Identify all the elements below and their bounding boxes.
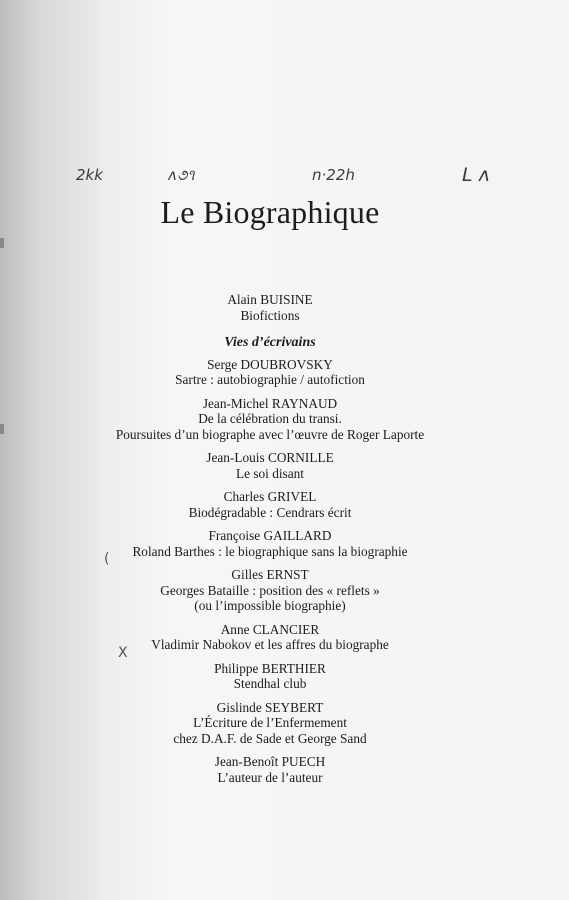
entry-author: Alain BUISINE bbox=[227, 292, 313, 307]
entry-work: Le soi disant bbox=[236, 465, 304, 481]
pencil-paren-mark: ( bbox=[104, 551, 110, 567]
entry-author: Philippe BERTHIER bbox=[214, 660, 326, 676]
pencil-annotation: n·22h bbox=[312, 166, 355, 184]
toc-entry bbox=[0, 450, 540, 481]
entry-author: Jean-Michel RAYNAUD bbox=[202, 395, 338, 411]
section-heading: Vies d’écrivains bbox=[224, 335, 316, 350]
entry-work: Biodégradable : Cendrars écrit bbox=[188, 504, 352, 520]
entry-author: Gilles ERNST bbox=[231, 567, 309, 582]
toc-entry bbox=[0, 622, 540, 653]
toc-entry bbox=[0, 357, 540, 388]
entry-work: L’auteur de l’auteur bbox=[217, 769, 323, 785]
entry-author: Françoise GAILLARD bbox=[208, 528, 332, 543]
page-title: Le Biographique bbox=[160, 194, 380, 230]
entry-author: Serge DOUBROVSKY bbox=[207, 356, 333, 372]
toc-entry bbox=[0, 661, 540, 692]
entry-work: Biofictions bbox=[240, 307, 300, 323]
entry-author: Anne CLANCIER bbox=[220, 621, 320, 637]
entry-work: Roland Barthes : le biographique sans la biographie bbox=[132, 543, 408, 559]
pencil-annotation: L ʌ bbox=[462, 164, 490, 186]
margin-mark bbox=[0, 238, 4, 248]
entry-work: Vladimir Nabokov et les affres du biographe bbox=[151, 637, 389, 652]
entry-work: Sartre : autobiographie / autofiction bbox=[175, 372, 365, 387]
pencil-annotation: 2kk bbox=[76, 166, 103, 184]
entry-author: Gislinde SEYBERT bbox=[216, 699, 324, 715]
entry-work: (ou l’impossible biographie) bbox=[194, 598, 346, 613]
entry-work: Georges Bataille : position des « reflets » bbox=[160, 582, 380, 598]
pencil-x-mark: X bbox=[118, 645, 128, 661]
entry-work: Stendhal club bbox=[233, 676, 307, 691]
toc-entry bbox=[0, 396, 540, 443]
entry-work: Poursuites d’un biographe avec l’œuvre de Roger Laporte bbox=[115, 426, 425, 442]
toc-entry bbox=[0, 754, 540, 785]
pencil-annotation: ʌ૭૧ bbox=[168, 166, 195, 184]
toc-entry bbox=[0, 292, 540, 323]
entry-author: Charles GRIVEL bbox=[223, 489, 317, 504]
entry-work: chez D.A.F. de Sade et George Sand bbox=[173, 730, 367, 746]
entry-author: Jean-Benoît PUECH bbox=[214, 754, 326, 769]
toc-entry bbox=[0, 489, 540, 520]
toc-entry bbox=[0, 528, 540, 559]
entry-work: De la célébration du transi. bbox=[198, 411, 342, 426]
entry-work: L’Écriture de l’Enfermement bbox=[193, 715, 347, 730]
toc-entry bbox=[0, 567, 540, 614]
toc-entry bbox=[0, 700, 540, 747]
entry-author: Jean-Louis CORNILLE bbox=[206, 450, 334, 465]
table-of-contents bbox=[0, 292, 540, 793]
